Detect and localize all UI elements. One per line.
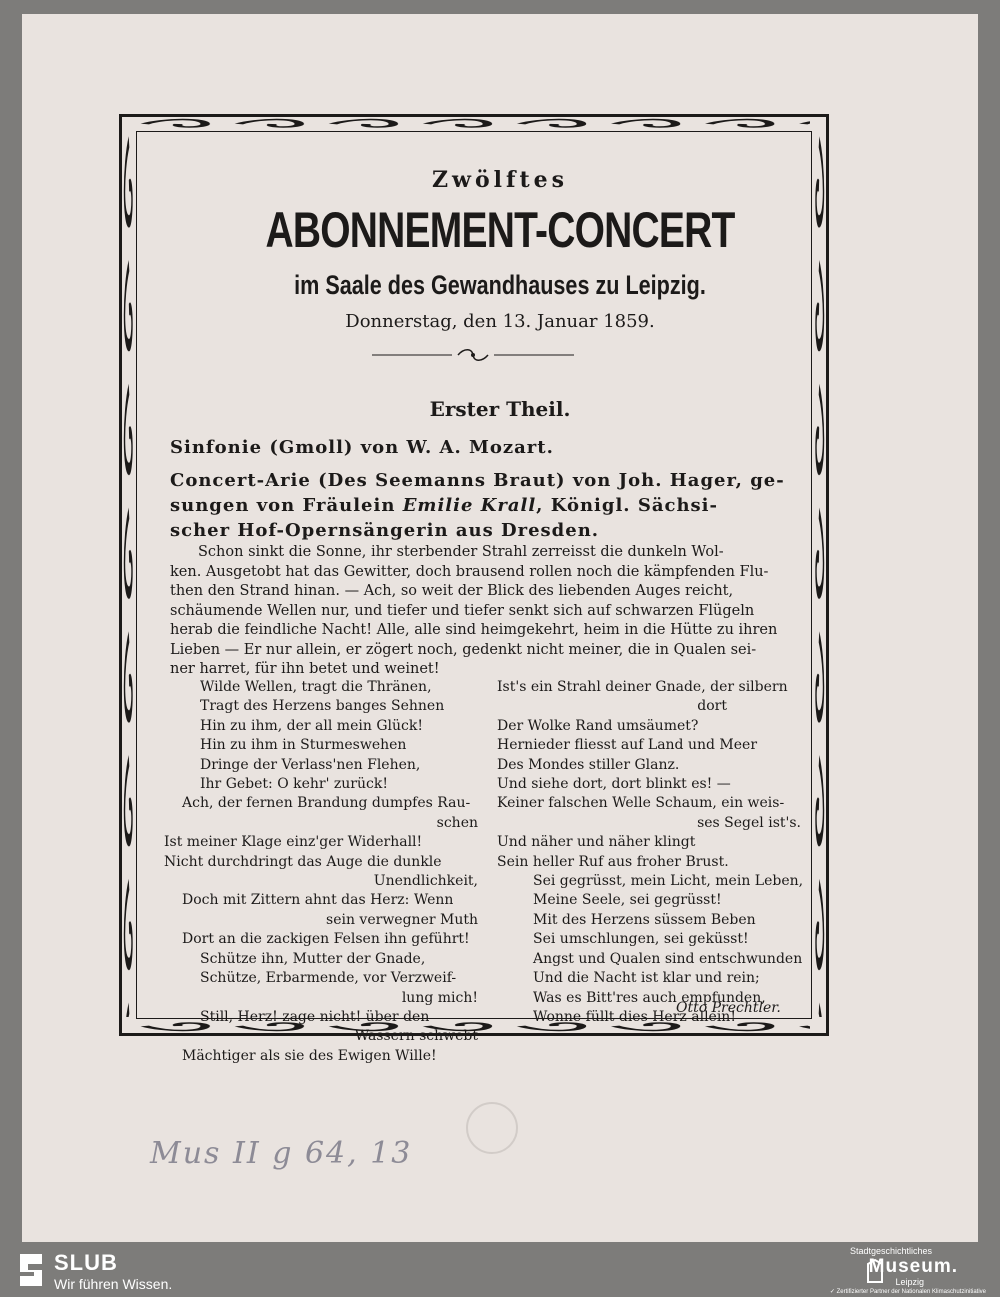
verse-line: Was es Bitt'res auch empfunden, [533, 989, 766, 1006]
verse-line: Tragt des Herzens banges Sehnen [200, 698, 445, 715]
slub-name: SLUB [54, 1250, 118, 1275]
program-item-sinfonie: Sinfonie (Gmoll) von W. A. Mozart. [170, 437, 554, 458]
aria-line-2-end: , Königl. Sächsi- [536, 495, 718, 516]
verse-line: Ach, der fernen Brandung dumpfes Rau- [182, 795, 471, 812]
concert-title: ABONNEMENT-CONCERT [265, 202, 735, 258]
verse-line: Angst und Qualen sind entschwunden [533, 950, 803, 967]
border-ornament-left [122, 133, 136, 1017]
handwritten-shelfmark: Mus II g 64, 13 [150, 1136, 413, 1171]
verse-line: Wonne füllt dies Herz allein! [533, 1008, 736, 1025]
verse-line: Und näher und näher klingt [497, 834, 696, 851]
verse-line: Keiner falschen Welle Schaum, ein weis- [497, 795, 785, 812]
verse-column-right [497, 678, 807, 1027]
verse-line: dort [697, 698, 727, 715]
verse-line: Und siehe dort, dort blinkt es! — [497, 776, 731, 793]
verse-line: Unendlichkeit, [373, 873, 478, 890]
verse-line: Mit des Herzens süssem Beben [533, 911, 756, 928]
verse-line: Hin zu ihm, der all mein Glück! [200, 717, 423, 734]
museum-label: Stadtgeschichtliches [849, 1246, 932, 1256]
verse-column-left [164, 678, 484, 1066]
museum-certification: ✓ Zertifizierter Partner der Nationalen Klimaschutzinitiative [829, 1289, 986, 1295]
verse-line: Des Mondes stiller Glanz. [497, 756, 680, 773]
verse-line: sein verwegner Muth [326, 911, 478, 928]
concert-number: Zwölftes [431, 167, 569, 193]
verse-line: Wilde Wellen, tragt die Thränen, [200, 679, 432, 695]
verse-line: Still, Herz! zage nicht! über den [200, 1008, 430, 1025]
prose-line: schäumende Wellen nur, und tiefer und tiefer senkt sich auf schwarzen Flügeln [170, 602, 755, 619]
part-heading: Erster Theil. [429, 397, 571, 421]
border-ornament-right [812, 133, 826, 1017]
slub-tagline: Wir führen Wissen. [54, 1276, 173, 1292]
verse-line: Schütze, Erbarmende, vor Verzweif- [200, 970, 457, 987]
prose-line: ner harret, für ihn betet und weinet! [170, 661, 440, 677]
prose-introduction [170, 543, 807, 680]
date-line: Donnerstag, den 13. Januar 1859. [345, 311, 655, 332]
verse-line: ses Segel ist's. [697, 814, 801, 831]
verse-line: Ist meiner Klage einz'ger Widerhall! [164, 834, 423, 851]
verse-line: Dort an die zackigen Felsen ihn geführt! [182, 931, 470, 948]
museum-city: Leipzig [895, 1277, 924, 1287]
aria-line-2-start: sungen von Fräulein [170, 495, 403, 516]
verse-line: Hernieder fliesst auf Land und Meer [497, 737, 758, 754]
prose-line: Schon sinkt die Sonne, ihr sterbender Strahl zerreisst die dunkeln Wol- [198, 544, 724, 560]
verse-line: lung mich! [401, 989, 478, 1006]
verse-line: Wassern schwebt [354, 1028, 478, 1045]
footer-bar [0, 1242, 1000, 1297]
verse-line: Dringe der Verlass'nen Flehen, [200, 756, 421, 773]
verse-line: Nicht durchdringt das Auge die dunkle [164, 853, 442, 870]
verse-line: Meine Seele, sei gegrüsst! [533, 892, 722, 909]
verse-line: Der Wolke Rand umsäumet? [497, 717, 699, 734]
museum-name: Museum. [868, 1256, 958, 1277]
library-stamp [466, 1102, 518, 1154]
lyricist-credit: Otto Prechtler. [676, 1000, 781, 1016]
verse-line: Und die Nacht ist klar und rein; [533, 970, 760, 987]
verse-line: Ihr Gebet: O kehr' zurück! [200, 776, 388, 793]
verse-line: schen [436, 814, 478, 831]
verse-line: Sein heller Ruf aus froher Brust. [497, 853, 729, 870]
slub-logo-icon [16, 1250, 46, 1290]
prose-line: herab die feindliche Nacht! Alle, alle sind heimgekehrt, heim in die Hütte zu ihren [170, 622, 778, 638]
verse-line: Sei gegrüsst, mein Licht, mein Leben, [533, 873, 804, 890]
aria-line-3: scher Hof-Opernsängerin aus Dresden. [170, 520, 600, 541]
prose-line: then den Strand hinan. — Ach, so weit der Blick des liebenden Auges reicht, [170, 583, 734, 599]
verse-line: Sei umschlungen, sei geküsst! [533, 931, 749, 948]
aria-line-2 [170, 493, 820, 518]
flourish-divider [372, 348, 574, 362]
prose-line: Lieben — Er nur allein, er zögert noch, gedenkt nicht meiner, die in Qualen sei- [170, 641, 757, 658]
verse-line: Schütze ihn, Mutter der Gnade, [200, 950, 426, 967]
verse-line: Ist's ein Strahl deiner Gnade, der silbern [497, 679, 788, 695]
venue-line: im Saale des Gewandhauses zu Leipzig. [294, 270, 706, 300]
verse-line: Doch mit Zittern ahnt das Herz: Wenn [182, 892, 454, 909]
program-item-aria [170, 468, 820, 543]
prose-line: ken. Ausgetobt hat das Gewitter, doch brausend rollen noch die kämpfenden Flu- [170, 563, 769, 580]
verse-line: Hin zu ihm in Sturmeswehen [200, 737, 407, 754]
singer-name: Emilie Krall [402, 495, 537, 516]
border-ornament-top [138, 117, 810, 131]
verse-line: Mächtiger als sie des Ewigen Wille! [182, 1047, 437, 1064]
aria-line-1: Concert-Arie (Des Seemanns Braut) von Joh. Hager, ge- [170, 470, 785, 491]
